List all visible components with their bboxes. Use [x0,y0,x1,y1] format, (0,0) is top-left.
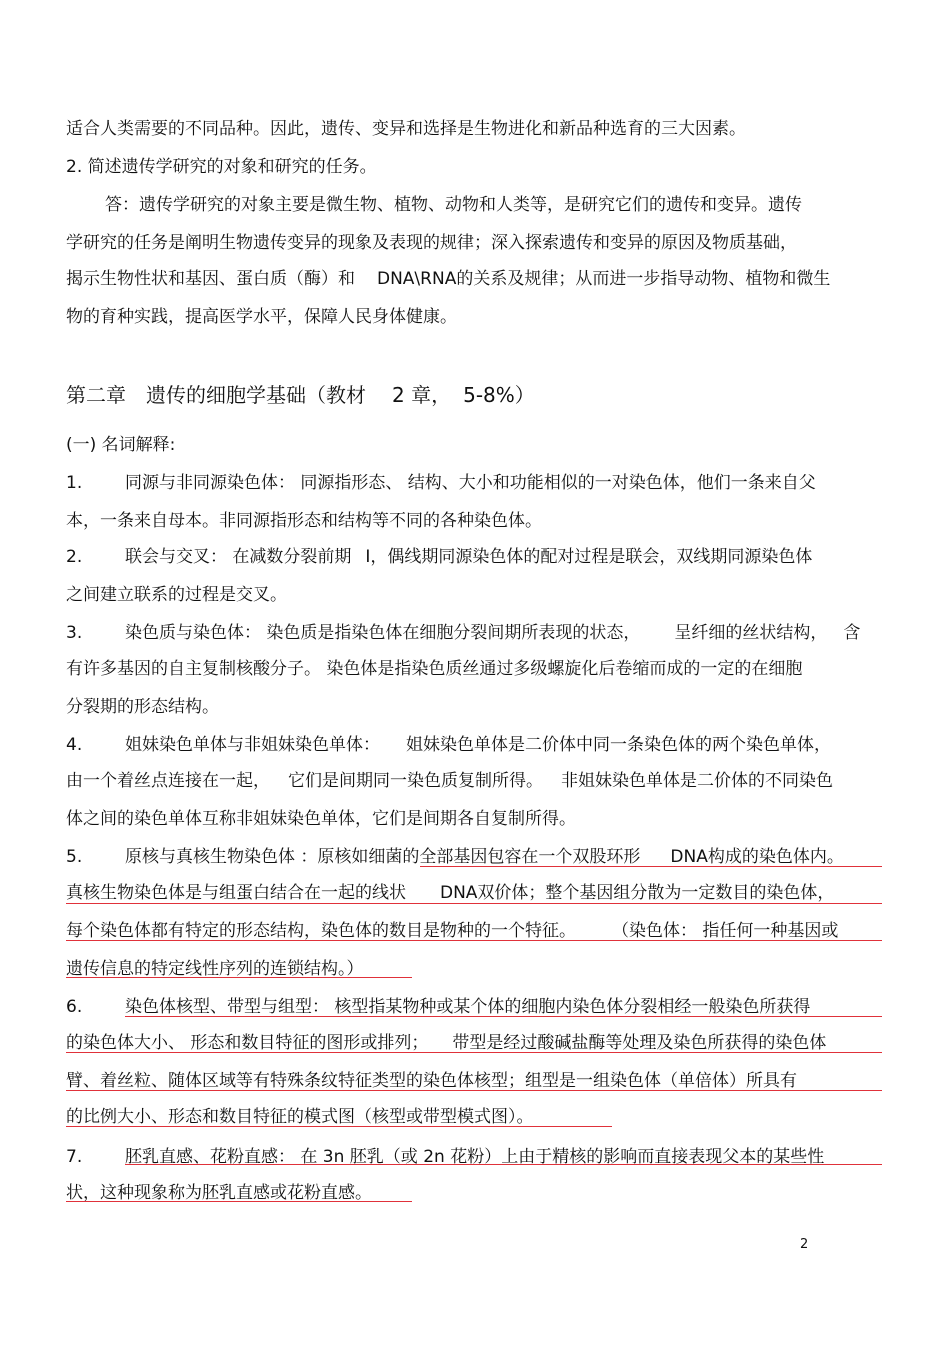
text-segment: 由一个着丝点连接在一起， [66,771,270,791]
text-segment: DNA双价体；整个基因组分散为一定数目的染色体， [440,883,835,903]
item-line [125,734,831,756]
text-segment: 呈纤细的丝状结构， [674,623,828,643]
text-segment: 原核与真核生物染色体 ：原核如细菌的全部基因包容在一个双股环形 [125,847,641,867]
item-number: 4. [66,735,83,755]
item-line: 分裂期的形态结构。 [66,697,219,717]
text-segment: DNA构成的染色体内。 [670,847,844,867]
text-segment: 非姐妹染色单体是二价体的不同染色 [561,771,833,791]
text-segment: 每个染色体都有特定的形态结构，染色体的数目是物种的一个特征。 [66,921,576,941]
text-segment: 姐妹染色单体是二价体中同一条染色体的两个染色单体， [406,735,831,755]
item-number: 2. [66,547,83,567]
text-segment: 真核生物染色体是与组蛋白结合在一起的线状 [66,883,406,903]
red-underline [66,1090,882,1091]
item-line [66,920,838,942]
page-number: 2 [800,1237,809,1252]
text-segment: 含 [843,623,861,643]
answer-line [66,268,830,290]
item-line: 体之间的染色单体互称非姐妹染色单体，它们是间期各自复制所得。 [66,809,576,829]
text-segment: 联会与交叉： 在减数分裂前期 [125,547,352,567]
item-line: 之间建立联系的过程是交叉。 [66,585,287,605]
heading-segment: 第二章 遗传的细胞学基础（教材 [66,383,366,407]
red-underline [66,903,882,904]
paragraph-line: 适合人类需要的不同品种。因此，遗传、变异和选择是生物进化和新品种选育的三大因素。 [66,119,746,139]
item-line [66,770,833,792]
question-2: 2. 简述遗传学研究的对象和研究的任务。 [66,157,377,177]
red-underline [66,1126,612,1127]
chapter-heading [66,382,535,408]
red-underline [125,1016,882,1017]
item-line: 本，一条来自母本。非同源指形态和结构等不同的各种染色体。 [66,511,542,531]
red-underline [66,940,882,941]
heading-segment: 2 章， [392,383,452,407]
red-underline [66,1201,412,1202]
text-segment: 的染色体大小、 形态和数目特征的图形或排列； [66,1033,429,1053]
text-segment: 染色质与染色体： 染色质是指染色体在细胞分裂间期所表现的状态， [125,623,641,643]
red-underline [125,1164,882,1165]
text-segment: 它们是间期同一染色质复制所得。 [288,771,543,791]
item-number: 6. [66,997,83,1017]
red-underline [420,866,882,867]
item-line [125,622,860,644]
item-line: 有许多基因的自主复制核酸分子。 染色体是指染色质丝通过多级螺旋化后卷缩而成的一定的在细胞 [66,659,803,679]
item-line [66,882,834,904]
item-line: 的比例大小、形态和数目特征的模式图（核型或带型模式图）。 [66,1107,534,1127]
text-segment: DNA\RNA的关系及规律；从而进一步指导动物、植物和微生 [377,269,831,289]
text-segment: 姐妹染色单体与非姐妹染色单体： [125,735,380,755]
answer-line: 学研究的任务是阐明生物遗传变异的现象及表现的规律；深入探索遗传和变异的原因及物质基础， [66,233,797,253]
item-line: 同源与非同源染色体： 同源指形态、 结构、大小和功能相似的一对染色体，他们一条来自父 [125,473,816,493]
item-number: 1. [66,473,83,493]
answer-line: 物的育种实践，提高医学水平，保障人民身体健康。 [66,307,457,327]
item-number: 3. [66,623,83,643]
item-line: 遗传信息的特定线性序列的连锁结构。） [66,959,364,979]
red-underline [66,1052,882,1053]
section-label: (一) 名词解释: [66,435,176,455]
heading-segment: 5-8%） [463,383,535,407]
item-number: 5. [66,847,83,867]
item-number: 7. [66,1147,83,1167]
item-line [66,1032,826,1054]
item-line: 状，这种现象称为胚乳直感或花粉直感。 [66,1183,372,1203]
item-line [125,546,812,568]
item-line: 染色体核型、带型与组型： 核型指某物种或某个体的细胞内染色体分裂相经一般染色所获得 [125,997,811,1017]
item-line: 臂、着丝粒、随体区域等有特殊条纹特征类型的染色体核型；组型是一组染色体（单倍体）所具有 [66,1071,797,1091]
text-segment: 揭示生物性状和基因、蛋白质（酶）和 [66,269,355,289]
text-segment: （染色体： 指任何一种基因或 [612,921,839,941]
text-segment: 带型是经过酸碱盐酶等处理及染色所获得的染色体 [452,1033,827,1053]
item-line [125,846,844,868]
red-underline [66,977,412,978]
text-segment: I，偶线期同源染色体的配对过程是联会，双线期同源染色体 [365,547,813,567]
item-line: 胚乳直感、花粉直感： 在 3n 胚乳（或 2n 花粉）上由于精核的影响而直接表现父本的某些性 [125,1147,825,1167]
answer-line: 答：遗传学研究的对象主要是微生物、植物、动物和人类等，是研究它们的遗传和变异。遗传 [105,195,802,215]
